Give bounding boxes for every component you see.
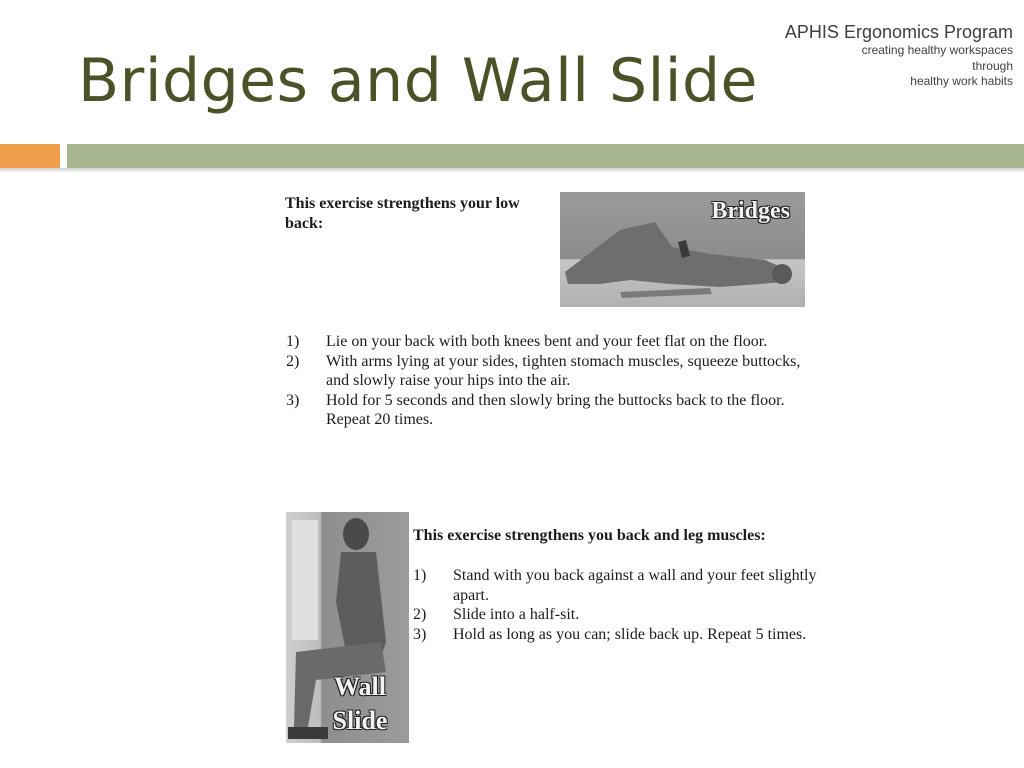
exercise-handout bbox=[272, 174, 821, 748]
list-item bbox=[413, 625, 823, 645]
step-text: Hold as long as you can; slide back up. Repeat 5 times. bbox=[453, 625, 807, 643]
step-number: 3) bbox=[413, 625, 427, 643]
step-number: 2) bbox=[413, 606, 427, 623]
list-item bbox=[286, 332, 806, 352]
tagline-line: creating healthy workspaces bbox=[861, 43, 1013, 57]
bridges-photo bbox=[560, 192, 805, 307]
step-number: 2) bbox=[286, 352, 300, 370]
wall-slide-photo-label bbox=[326, 670, 394, 738]
step-number: 1) bbox=[286, 333, 300, 350]
accent-bar bbox=[0, 144, 60, 168]
program-name: APHIS Ergonomics Program bbox=[784, 22, 1013, 42]
list-item bbox=[413, 605, 823, 625]
bridges-intro: This exercise strengthens your low back: bbox=[285, 195, 520, 232]
header-divider-bar bbox=[67, 144, 1024, 168]
list-item bbox=[413, 566, 823, 605]
slide-title: Bridges and Wall Slide bbox=[78, 46, 758, 116]
step-text: With arms lying at your sides, tighten stomach muscles, squeeze buttocks, and slowly raise your hips into the air. bbox=[326, 352, 801, 389]
tagline-line: healthy work habits bbox=[910, 74, 1013, 88]
wall-slide-intro: This exercise strengthens you back and leg muscles: bbox=[413, 527, 766, 544]
program-branding bbox=[785, 21, 1013, 90]
wall-slide-photo bbox=[286, 512, 409, 743]
wall-slide-label-line: Slide bbox=[332, 706, 388, 735]
divider-shadow bbox=[0, 168, 1024, 173]
wall-slide-steps bbox=[413, 566, 823, 644]
bridges-photo-label: Bridges bbox=[711, 198, 790, 224]
bridges-steps bbox=[286, 332, 806, 430]
list-item bbox=[286, 391, 806, 430]
step-text: Lie on your back with both knees bent and your feet flat on the floor. bbox=[326, 333, 768, 350]
step-text: Hold for 5 seconds and then slowly bring the buttocks back to the floor. Repeat 20 times. bbox=[326, 391, 785, 428]
step-text: Stand with you back against a wall and your feet slightly apart. bbox=[453, 567, 817, 604]
list-item bbox=[286, 352, 806, 391]
step-number: 3) bbox=[286, 391, 300, 409]
step-text: Slide into a half-sit. bbox=[453, 606, 580, 623]
tagline-line: through bbox=[972, 58, 1013, 73]
step-number: 1) bbox=[413, 567, 427, 584]
wall-slide-label-line: Wall bbox=[333, 672, 386, 701]
